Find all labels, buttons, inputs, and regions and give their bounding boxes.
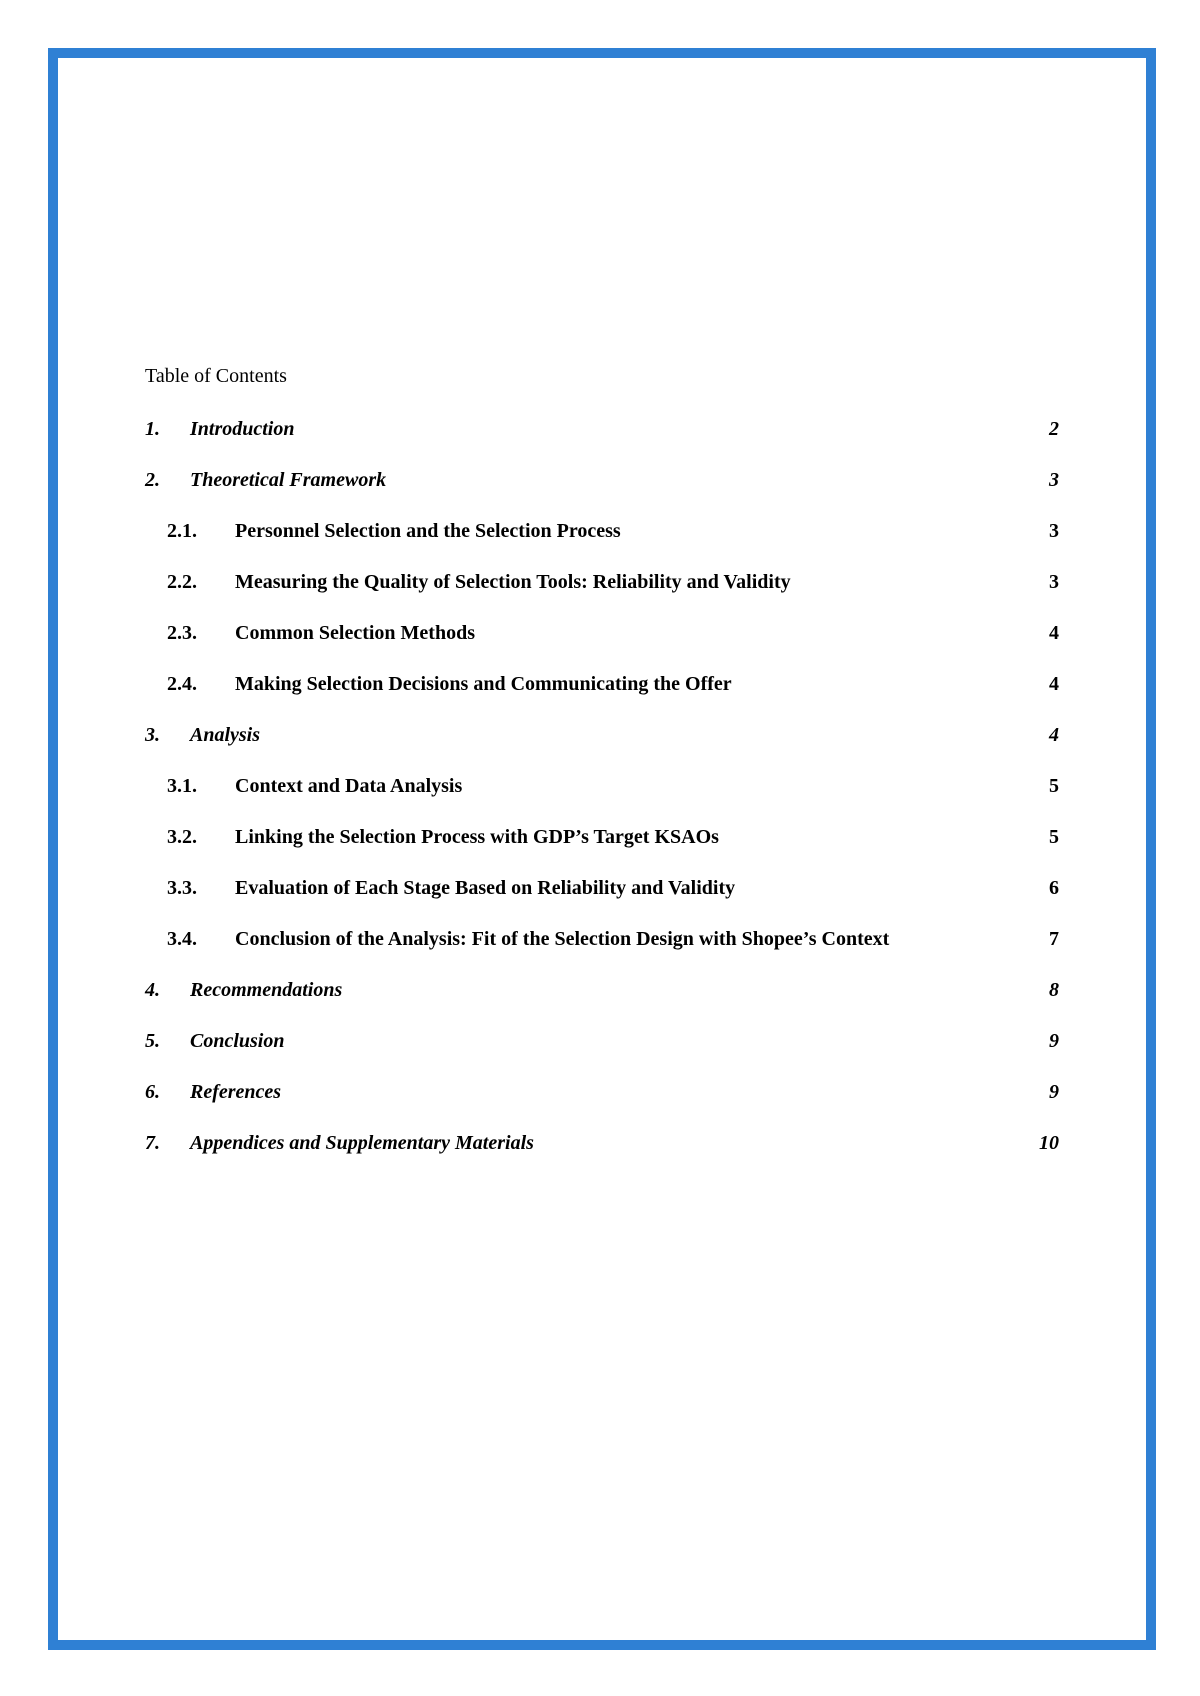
toc-entry-page: 5 xyxy=(1049,775,1059,797)
toc-entry-page: 4 xyxy=(1049,724,1059,746)
toc-entry-title: Common Selection Methods xyxy=(235,622,475,644)
table-of-contents xyxy=(145,358,1059,1177)
toc-entry-title: Evaluation of Each Stage Based on Reliability and Validity xyxy=(235,877,736,899)
toc-entry-making-selection-decisions[interactable] xyxy=(145,667,1059,718)
toc-entry-number: 2.4. xyxy=(167,673,197,695)
toc-entry-title: Theoretical Framework xyxy=(190,469,387,491)
toc-entry-number: 3.3. xyxy=(167,877,197,899)
toc-entry-page: 9 xyxy=(1049,1081,1059,1103)
toc-entry-page: 4 xyxy=(1049,622,1059,644)
toc-entry-page: 3 xyxy=(1049,571,1059,593)
toc-entry-title: Measuring the Quality of Selection Tools: Reliability and Validity xyxy=(235,571,791,593)
toc-entry-page: 5 xyxy=(1049,826,1059,848)
toc-entry-number: 1. xyxy=(145,418,160,440)
toc-entry-number: 2.3. xyxy=(167,622,197,644)
toc-entry-number: 2. xyxy=(145,469,160,491)
toc-entry-number: 5. xyxy=(145,1030,160,1052)
toc-entry-number: 6. xyxy=(145,1081,160,1103)
toc-entry-title: Context and Data Analysis xyxy=(235,775,463,797)
toc-entry-page: 8 xyxy=(1049,979,1059,1001)
toc-entry-linking-selection-ksaos[interactable] xyxy=(145,820,1059,871)
toc-entry-number: 2.2. xyxy=(167,571,197,593)
toc-entry-title: Conclusion xyxy=(190,1030,285,1052)
toc-entry-recommendations[interactable] xyxy=(145,973,1059,1024)
toc-entry-page: 7 xyxy=(1049,928,1059,950)
toc-entry-page: 2 xyxy=(1049,418,1059,440)
toc-entry-page: 6 xyxy=(1049,877,1059,899)
toc-entry-common-selection-methods[interactable] xyxy=(145,616,1059,667)
toc-entry-page: 4 xyxy=(1049,673,1059,695)
toc-entry-number: 3.1. xyxy=(167,775,197,797)
toc-entry-number: 3.4. xyxy=(167,928,197,950)
toc-entry-introduction[interactable] xyxy=(145,412,1059,463)
toc-entry-title: Introduction xyxy=(190,418,295,440)
toc-entry-evaluation-each-stage[interactable] xyxy=(145,871,1059,922)
toc-entry-page: 9 xyxy=(1049,1030,1059,1052)
toc-entry-title: Analysis xyxy=(190,724,261,746)
toc-entry-appendices[interactable] xyxy=(145,1126,1059,1177)
toc-entry-conclusion[interactable] xyxy=(145,1024,1059,1075)
toc-entry-title: Linking the Selection Process with GDP’s Target KSAOs xyxy=(235,826,719,848)
toc-entry-title: Appendices and Supplementary Materials xyxy=(190,1132,534,1154)
toc-entry-analysis[interactable] xyxy=(145,718,1059,769)
toc-entry-page: 3 xyxy=(1049,520,1059,542)
toc-entry-theoretical-framework[interactable] xyxy=(145,463,1059,514)
toc-entry-title: Personnel Selection and the Selection Process xyxy=(235,520,621,542)
toc-entry-page: 10 xyxy=(1039,1132,1059,1154)
toc-entry-title: Recommendations xyxy=(190,979,343,1001)
toc-entry-references[interactable] xyxy=(145,1075,1059,1126)
toc-entry-personnel-selection[interactable] xyxy=(145,514,1059,565)
toc-entry-conclusion-of-analysis[interactable] xyxy=(145,922,1059,973)
toc-entry-number: 3. xyxy=(145,724,160,746)
toc-entry-number: 4. xyxy=(145,979,160,1001)
toc-entry-title: Making Selection Decisions and Communicating the Offer xyxy=(235,673,732,695)
toc-entry-page: 3 xyxy=(1049,469,1059,491)
toc-entry-number: 2.1. xyxy=(167,520,197,542)
toc-entry-number: 7. xyxy=(145,1132,160,1154)
toc-entry-title: References xyxy=(190,1081,282,1103)
toc-entry-title: Conclusion of the Analysis: Fit of the Selection Design with Shopee’s Context xyxy=(235,928,890,950)
toc-entry-context-data-analysis[interactable] xyxy=(145,769,1059,820)
toc-heading: Table of Contents xyxy=(145,365,287,387)
toc-entry-number: 3.2. xyxy=(167,826,197,848)
toc-entry-measuring-quality[interactable] xyxy=(145,565,1059,616)
